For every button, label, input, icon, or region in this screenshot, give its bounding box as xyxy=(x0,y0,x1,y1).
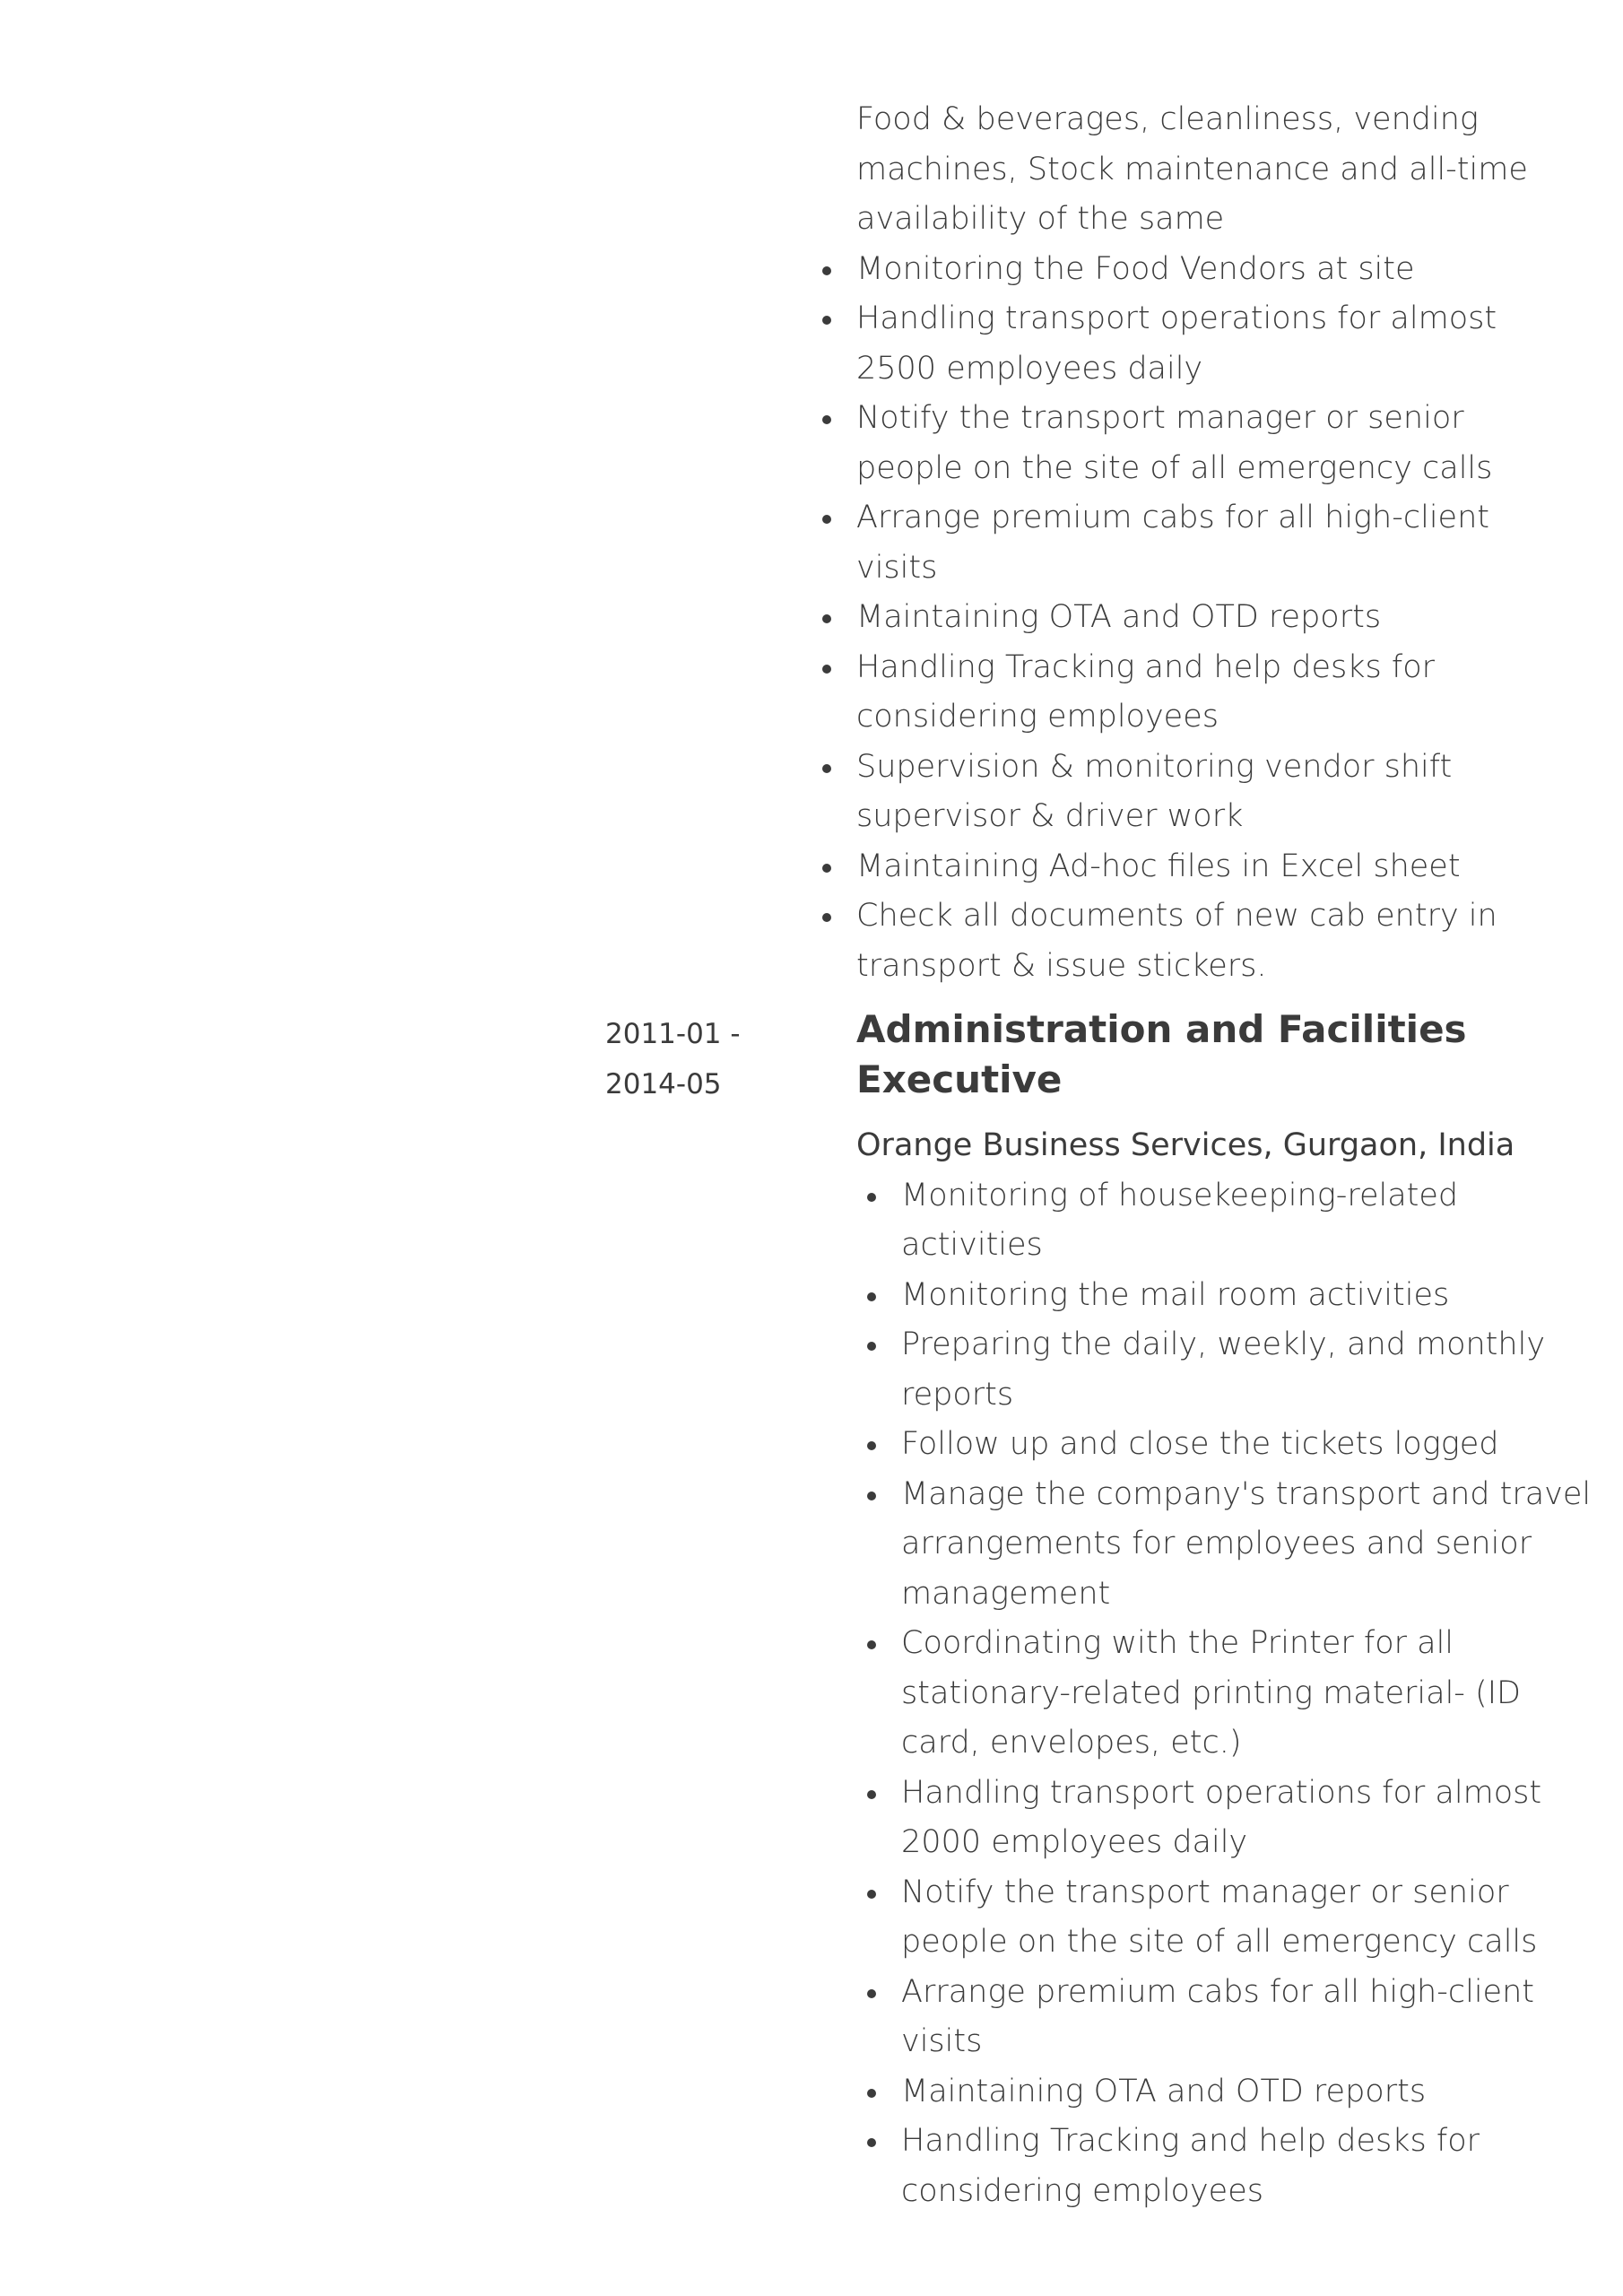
list-item: Coordinating with the Printer for all stationary-related printing material- (ID card, envelopes, etc.) xyxy=(901,1619,1592,1769)
list-item: Handling Tracking and help desks for considering employees xyxy=(856,643,1574,743)
list-item: Check all documents of new cab entry in transport & issue stickers. xyxy=(856,891,1574,991)
job-title: Administration and Facilities Executive xyxy=(856,1007,1467,1101)
list-item: Maintaining OTA and OTD reports xyxy=(901,2067,1592,2118)
list-item: Supervision & monitoring vendor shift supervisor & driver work xyxy=(856,743,1574,842)
list-item: Food & beverages, cleanliness, vending machines, Stock maintenance and all-time availability of the same xyxy=(856,101,1528,237)
list-item: Handling transport operations for almost 2000 employees daily xyxy=(901,1769,1592,1868)
list-item: Maintaining Ad-hoc files in Excel sheet xyxy=(856,842,1574,892)
entry-date-range xyxy=(605,1009,741,1109)
list-item: Arrange premium cabs for all high-client visits xyxy=(856,493,1574,593)
list-item: Maintaining OTA and OTD reports xyxy=(856,593,1574,643)
list-item: Monitoring of housekeeping-related activities xyxy=(901,1171,1592,1271)
company-location: Orange Business Services, Gurgaon, India xyxy=(856,1127,1515,1163)
list-item: Manage the company's transport and travel arrangements for employees and senior management xyxy=(901,1470,1592,1620)
job-duties-list xyxy=(856,1171,1592,2217)
list-item: Notify the transport manager or senior people on the site of all emergency calls xyxy=(901,1868,1592,1968)
list-item: Arrange premium cabs for all high-client visits xyxy=(901,1968,1592,2067)
entry-date-end: 2014-05 xyxy=(605,1068,722,1100)
entry-content xyxy=(856,1004,1592,2216)
list-item: Preparing the daily, weekly, and monthly reports xyxy=(901,1320,1592,1420)
list-item: Monitoring the mail room activities xyxy=(901,1271,1592,1321)
list-item: Notify the transport manager or senior people on the site of all emergency calls xyxy=(856,394,1574,493)
list-item: Handling Tracking and help desks for considering employees xyxy=(901,2117,1592,2216)
entry-date-start: 2011-01 - xyxy=(605,1018,741,1050)
previous-job-duties-list xyxy=(856,95,1574,991)
list-item: Monitoring the Food Vendors at site xyxy=(856,245,1574,295)
list-item: Handling transport operations for almost 2500 employees daily xyxy=(856,294,1574,394)
list-item: Follow up and close the tickets logged xyxy=(901,1420,1592,1470)
